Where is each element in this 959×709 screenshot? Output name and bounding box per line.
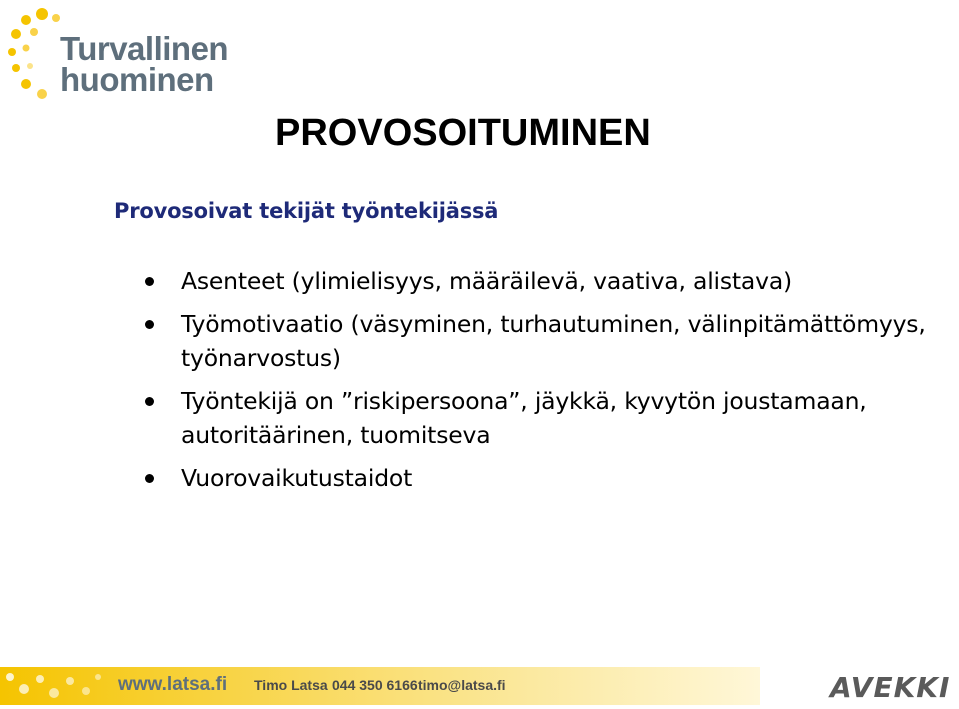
avekki-logo: AVEKKI: [830, 671, 951, 704]
bullet-text: Työmotivaatio (väsyminen, turhautuminen, välinpitämättömyys, työnarvostus): [181, 310, 926, 372]
bullet-text: Vuorovaikutustaidot: [181, 464, 413, 492]
bullet-text: Asenteet (ylimielisyys, määräilevä, vaativa, alistava): [181, 267, 793, 295]
logo: [8, 6, 238, 106]
logo-line1: Turvallinen: [60, 30, 229, 67]
bullet-item: [145, 307, 955, 375]
footer-email[interactable]: timo@latsa.fi: [418, 677, 506, 693]
bullet-dot-icon: [145, 474, 154, 483]
footer: [0, 667, 959, 709]
bullet-item: [145, 384, 955, 452]
bullet-text: Työntekijä on ”riskipersoona”, jäykkä, kyvytön joustamaan, autoritäärinen, tuomitseva: [181, 387, 867, 449]
sun-dots-icon: [8, 6, 68, 106]
slide-title: PROVOSOITUMINEN: [275, 112, 651, 154]
bullet-item: [145, 264, 955, 298]
footer-dots-icon: [0, 667, 110, 707]
bullet-dot-icon: [145, 277, 154, 286]
footer-name: Timo Latsa: [254, 677, 328, 693]
footer-phone: 044 350 6166: [332, 677, 418, 693]
slide-subtitle: Provosoivat tekijät työntekijässä: [114, 199, 499, 223]
bullet-list: [145, 264, 955, 504]
footer-url[interactable]: www.latsa.fi: [118, 674, 228, 695]
logo-line2: huominen: [60, 61, 214, 98]
bullet-item: [145, 461, 955, 495]
bullet-dot-icon: [145, 397, 154, 406]
bullet-dot-icon: [145, 320, 154, 329]
